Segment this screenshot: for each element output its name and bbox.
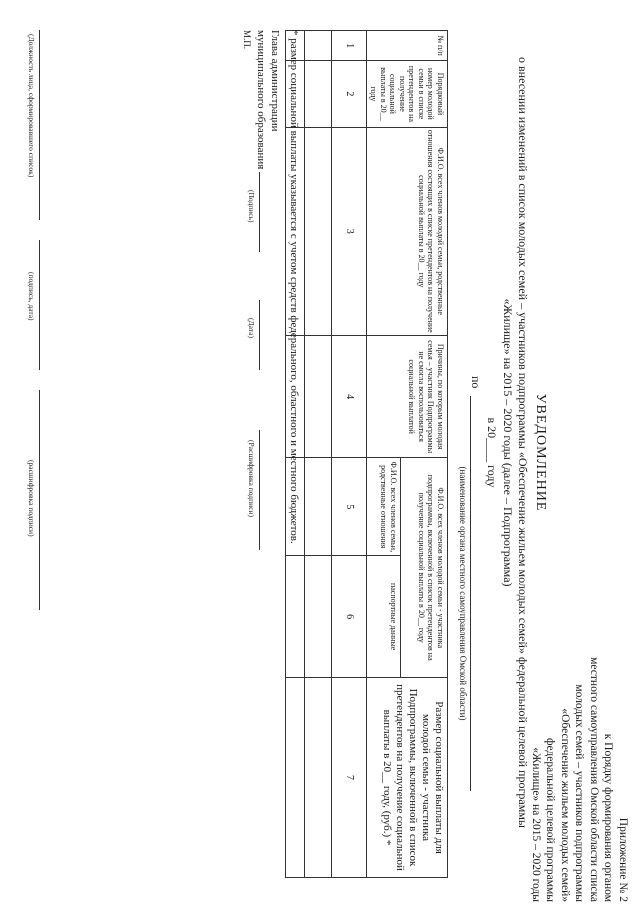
- head-title-line: муниципального образования: [255, 30, 267, 170]
- decode-caption: (Расшифровка подписи): [247, 440, 256, 517]
- table-cell: 3: [332, 127, 367, 335]
- table-cell: [305, 458, 332, 556]
- table-header-row: [400, 31, 447, 878]
- table-cell: [286, 556, 305, 678]
- stamp-place: М.П.: [242, 30, 252, 50]
- date-line: [259, 300, 260, 370]
- table-cell: [305, 678, 332, 878]
- col-header-queue-number: Порядковый номер молодой семьи в списке претендентов на получение социальной выплаты в 20__ году: [367, 61, 448, 127]
- bottom-decode-line: [39, 390, 40, 610]
- table-cell: 2: [332, 61, 367, 127]
- appendix-line: молодых семей – участников подпрограммы: [573, 684, 586, 902]
- table-cell: [305, 335, 332, 457]
- footnote: * размер социальной выплаты указывается с учетом средств федерального, областного и местного бюджетов.: [288, 30, 300, 544]
- col-subheader-names: Ф.И.О. всех членов семьи, родственные отношения: [367, 458, 401, 556]
- col-subheader-passport: паспортные данные: [367, 556, 401, 678]
- appendix-line: Приложение № 2: [617, 817, 629, 902]
- signature-line: [259, 172, 260, 252]
- po-label: по: [469, 376, 483, 389]
- col-header-reasons: Причины, по которым молодая семья – участник Подпрограммы не смогла воспользоваться социальной выплатой: [367, 335, 448, 457]
- table-cell: 1: [332, 31, 367, 61]
- col-header-family-members: Ф.И.О. всех членов молодой семьи, родственные отношения состоящих в списке претендентов на получение социальной выплаты в 20__ году: [367, 127, 448, 335]
- col-header-number: № п/п: [367, 31, 448, 61]
- table-cell: [305, 61, 332, 127]
- bottom-sign-line: [39, 240, 40, 370]
- decode-line: [259, 430, 260, 550]
- appendix-line: к Порядку формирования органом: [602, 733, 615, 902]
- table-cell: 4: [332, 335, 367, 457]
- po-underline: [470, 396, 471, 791]
- appendix-line: местного самоуправления Омской области списка: [588, 657, 600, 902]
- appendix-line: «Жилище» на 2015 – 2020 годы: [530, 747, 542, 902]
- table-cell: [286, 678, 305, 878]
- document-title: УВЕДОМЛЕНИЕ: [533, 393, 548, 512]
- signature-caption: (Подпись): [247, 190, 256, 223]
- po-caption: (наименование органа местного самоуправления Омской области): [458, 466, 468, 721]
- table-number-row: [332, 31, 367, 878]
- appendix-line: федеральной целевой программы: [544, 738, 557, 902]
- position-caption: (Должность лица, сформировавшего список): [27, 34, 36, 178]
- bottom-sign-caption: (подпись, дата): [27, 272, 36, 321]
- head-title-line: Глава администрации: [269, 30, 281, 132]
- table-row: [305, 31, 332, 878]
- document-subtitle: о внесении изменений в список молодых семей – участников подпрограммы «Обеспечение жильем молодых семей» федеральной целевой программы «Жилище» на 2015 – 2020 годы (далее – Подпрограмма): [501, 57, 530, 828]
- col-header-payment-size: Размер социальной выплаты для молодой семьи - участника Подпрограммы, включенной в список претендентов на получение социальной выплаты в 20__ году, (руб.) *: [367, 678, 448, 878]
- table-cell: [305, 556, 332, 678]
- bottom-decode-caption: (расшифровка подписи): [27, 460, 36, 537]
- document-period: в 20____ году: [485, 417, 499, 488]
- changes-table: [286, 30, 449, 878]
- table-cell: [305, 31, 332, 61]
- date-caption: (Дата): [247, 318, 256, 338]
- appendix-line: «Обеспечение жильем молодых семей»: [559, 708, 571, 902]
- table-cell: 7: [332, 678, 367, 878]
- head-signature-label: [254, 30, 282, 169]
- table-cell: 5: [332, 458, 367, 556]
- table-cell: [305, 127, 332, 335]
- col-header-new-family: Ф.И.О. всех членов молодой семьи - участника подпрограммы, включенной в список претендентов на получение социальной выплаты в 20__ году: [400, 458, 447, 678]
- table-cell: 6: [332, 556, 367, 678]
- position-line: [39, 30, 40, 220]
